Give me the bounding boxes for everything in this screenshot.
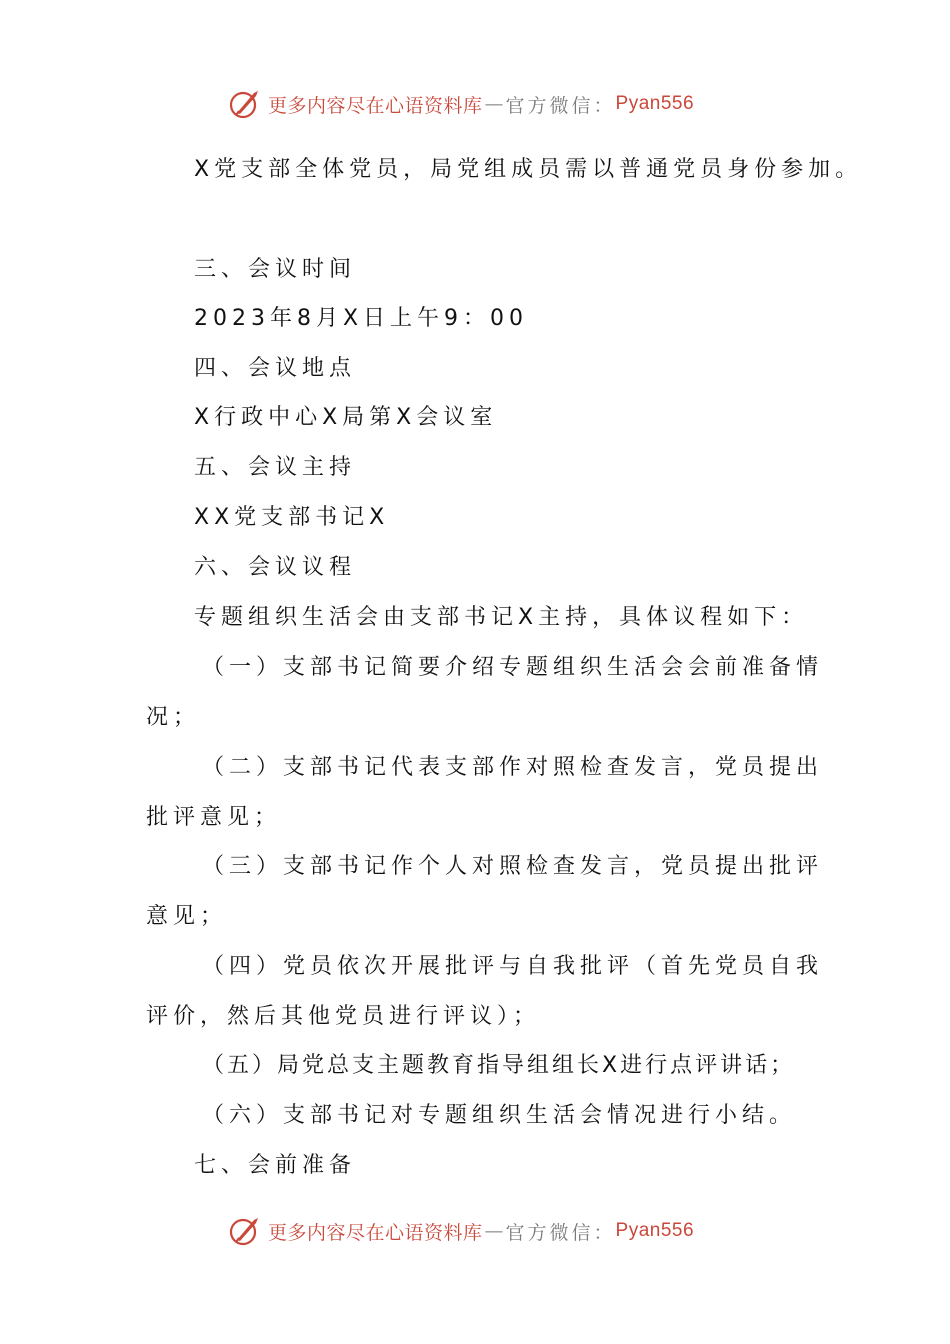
watermark-footer <box>228 1211 694 1251</box>
agenda-item-6: （六）支部书记对专题组织生活会情况进行小结。 <box>202 1103 797 1128</box>
agenda-item-3: （三）支部书记作个人对照检查发言，党员提出批评 <box>202 854 824 879</box>
meeting-host: XX党支部书记X <box>194 505 390 530</box>
quill-logo-icon <box>228 87 262 121</box>
watermark-dash: — <box>484 1220 504 1242</box>
section-heading-location: 四、会议地点 <box>194 356 357 381</box>
watermark-brand: 更多内容尽在心语资料库 <box>268 1221 483 1244</box>
section-heading-agenda: 六、会议议程 <box>194 555 357 580</box>
section-heading-time: 三、会议时间 <box>194 257 357 282</box>
section-heading-preparation: 七、会前准备 <box>194 1153 357 1178</box>
meeting-location: X行政中心X局第X会议室 <box>194 405 498 430</box>
meeting-time: 2023年8月X日上午9：00 <box>194 306 529 331</box>
watermark-wechat-id: Pyan556 <box>615 1220 695 1241</box>
agenda-item-4-cont: 评价，然后其他党员进行评议）； <box>146 1004 541 1029</box>
agenda-item-1: （一）支部书记简要介绍专题组织生活会会前准备情 <box>202 655 824 680</box>
agenda-item-2: （二）支部书记代表支部作对照检查发言，党员提出 <box>202 755 824 780</box>
agenda-item-3-cont: 意见； <box>146 904 228 929</box>
agenda-item-5: （五）局党总支主题教育指导组组长X进行点评讲话； <box>202 1053 796 1078</box>
agenda-item-2-cont: 批评意见； <box>146 805 282 830</box>
agenda-item-1-cont: 况； <box>146 705 201 730</box>
participants-line: X党支部全体党员，局党组成员需以普通党员身份参加。 <box>194 157 863 182</box>
watermark-label: 官方微信： <box>505 1221 616 1244</box>
agenda-intro: 专题组织生活会由支部书记X主持，具体议程如下： <box>194 605 809 630</box>
watermark-dash: — <box>484 93 504 115</box>
watermark-brand: 更多内容尽在心语资料库 <box>268 94 483 117</box>
watermark-label: 官方微信： <box>505 94 616 117</box>
quill-logo-icon <box>228 1214 262 1248</box>
section-heading-host: 五、会议主持 <box>194 455 357 480</box>
agenda-item-4: （四）党员依次开展批评与自我批评（首先党员自我 <box>202 954 824 979</box>
watermark-wechat-id: Pyan556 <box>615 93 695 114</box>
watermark-header <box>228 84 694 124</box>
